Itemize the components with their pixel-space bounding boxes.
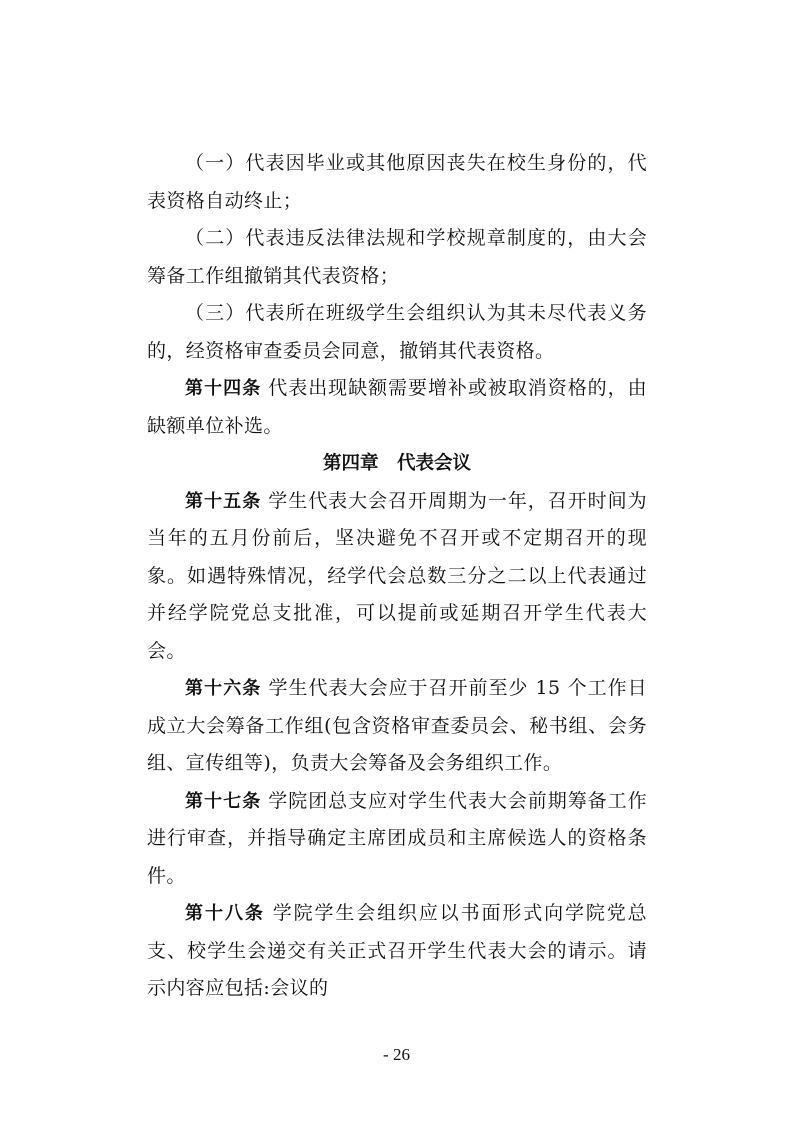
chapter-heading: 第四章 代表会议 (322, 453, 471, 474)
paragraph-article-17 (147, 783, 647, 896)
article-text: 学生代表大会应于召开前至少 15 个工作日成立大会筹备工作组(包含资格审查委员会、秘书组、会务组、宣传组等)，负责大会筹备及会务组织工作。 (147, 677, 647, 774)
body-text (147, 145, 647, 1008)
paragraph-article-14 (147, 370, 647, 445)
paragraph-article-16 (147, 670, 647, 783)
paragraph-clause-3 (147, 295, 647, 370)
page-number: - 26 (383, 1045, 410, 1064)
article-text: 学生代表大会召开周期为一年，召开时间为当年的五月份前后，坚决避免不召开或不定期召开的现象。如遇特殊情况，经学代会总数三分之二以上代表通过并经学院党总支批准，可以提前或延期召开学生代表大会。 (147, 489, 648, 662)
article-text: 学院团总支应对学生代表大会前期筹备工作进行审查，并指导确定主席团成员和主席候选人的资格条件。 (147, 789, 648, 887)
paragraph-clause-1 (147, 145, 647, 220)
paragraph-article-18 (147, 895, 647, 1008)
article-number: 第十七条 (185, 790, 262, 812)
clause-text: （二）代表违反法律法规和学校规章制度的，由大会筹备工作组撤销其代表资格； (147, 227, 647, 287)
article-text: 学院学生会组织应以书面形式向学院党总支、校学生会递交有关正式召开学生代表大会的请示。请示内容应包括:会议的 (147, 902, 648, 999)
article-number: 第十四条 (185, 378, 262, 399)
article-number: 第十六条 (185, 678, 262, 699)
article-text: 代表出现缺额需要增补或被取消资格的，由缺额单位补选。 (147, 377, 648, 437)
paragraph-clause-2 (147, 220, 647, 295)
clause-text: （一）代表因毕业或其他原因丧失在校生身份的，代表资格自动终止； (147, 152, 647, 212)
clause-text: （三）代表所在班级学生会组织认为其未尽代表义务的，经资格审查委员会同意，撤销其代表资格。 (147, 302, 647, 362)
article-number: 第十八条 (185, 903, 265, 924)
article-number: 第十五条 (185, 490, 262, 512)
paragraph-article-15 (147, 483, 647, 671)
